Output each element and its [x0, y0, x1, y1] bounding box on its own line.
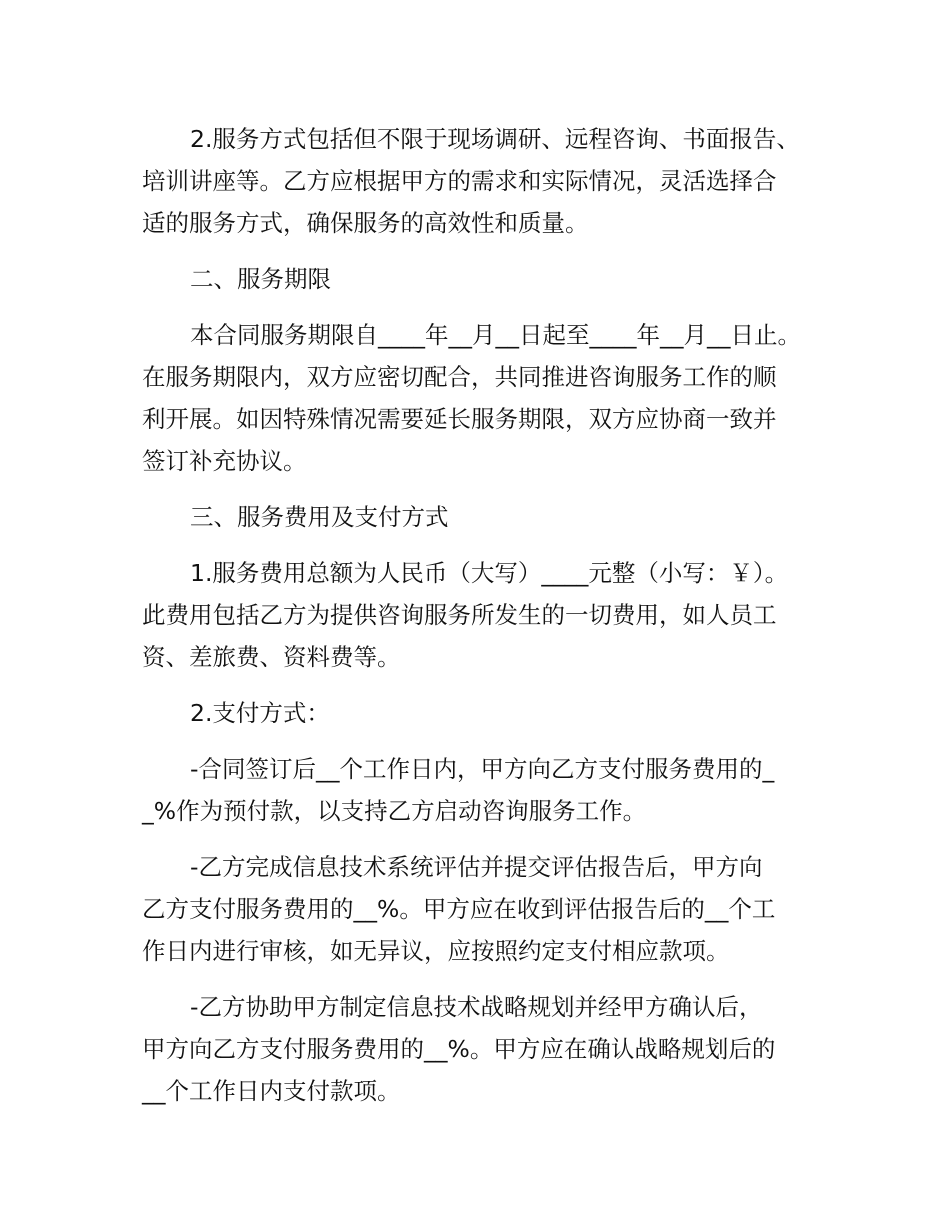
text-line: __个工作日内支付款项。: [142, 1077, 401, 1105]
text-line: 培训讲座等。乙方应根据甲方的需求和实际情况，灵活选择合: [142, 167, 777, 195]
paragraph: [142, 846, 814, 972]
paragraph: [142, 552, 814, 678]
text-line: -乙方完成信息技术系统评估并提交评估报告后，甲方向: [190, 853, 763, 881]
text-line: 适的服务方式，确保服务的高效性和质量。: [142, 209, 589, 237]
text-line: 乙方支付服务费用的__%。甲方应在收到评估报告后的__个工: [142, 895, 776, 923]
text-line: _%作为预付款，以支持乙方启动咨询服务工作。: [142, 797, 647, 825]
text-line: -合同签订后__个工作日内，甲方向乙方支付服务费用的_: [190, 755, 775, 783]
text-line: 1.服务费用总额为人民币（大写）____元整（小写：￥）。: [190, 559, 789, 587]
paragraph: [142, 692, 814, 734]
paragraph: [142, 314, 814, 482]
paragraph: [142, 258, 814, 300]
text-line: 三、服务费用及支付方式: [190, 503, 449, 531]
paragraph: [142, 496, 814, 538]
paragraph: [142, 986, 814, 1112]
text-line: 签订补充协议。: [142, 447, 307, 475]
text-line: -乙方协助甲方制定信息技术战略规划并经甲方确认后，: [190, 993, 763, 1021]
document-page: [142, 118, 814, 1126]
text-line: 利开展。如因特殊情况需要延长服务期限，双方应协商一致并: [142, 405, 777, 433]
paragraph: [142, 748, 814, 832]
text-line: 2.服务方式包括但不限于现场调研、远程咨询、书面报告、: [190, 125, 800, 153]
text-line: 本合同服务期限自____年__月__日起至____年__月__日止。: [190, 321, 801, 349]
paragraph: [142, 118, 814, 244]
text-line: 资、差旅费、资料费等。: [142, 643, 401, 671]
text-line: 甲方向乙方支付服务费用的__%。甲方应在确认战略规划后的: [142, 1035, 776, 1063]
text-line: 作日内进行审核，如无异议，应按照约定支付相应款项。: [142, 937, 730, 965]
text-line: 二、服务期限: [190, 265, 331, 293]
text-line: 2.支付方式：: [190, 699, 330, 727]
text-line: 在服务期限内，双方应密切配合，共同推进咨询服务工作的顺: [142, 363, 777, 391]
text-line: 此费用包括乙方为提供咨询服务所发生的一切费用，如人员工: [142, 601, 777, 629]
